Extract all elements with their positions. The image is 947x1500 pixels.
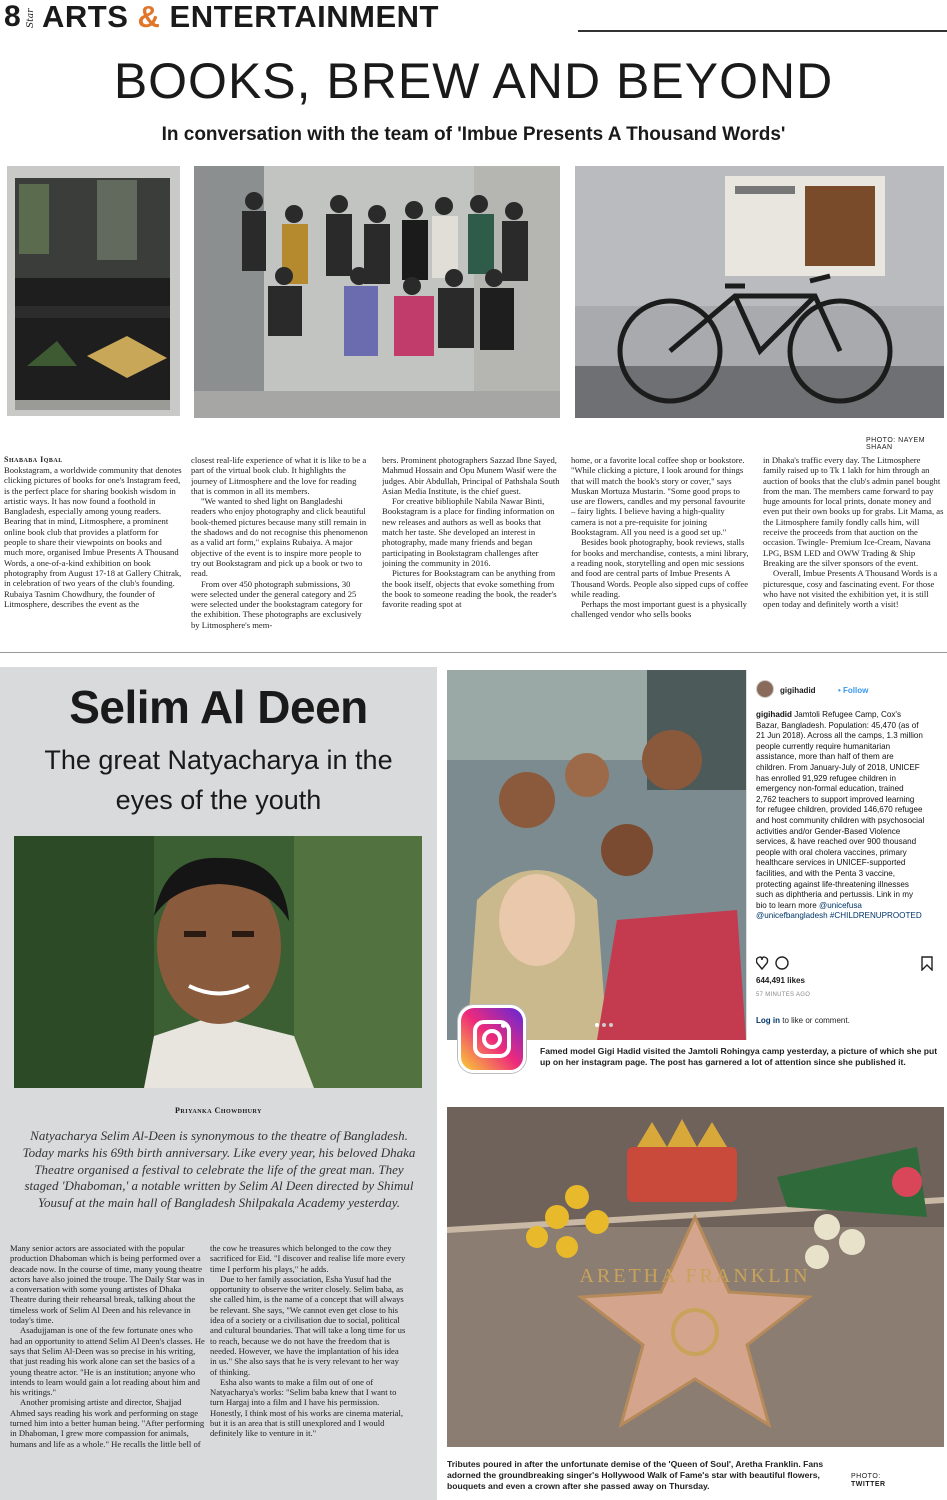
section-divider	[0, 652, 947, 653]
instagram-action-bar	[756, 955, 936, 971]
selim-intro: Natyacharya Selim Al-Deen is synonymous to the theatre of Bangladesh. Today marks his 69th birth anniversary. Like every year, his beloved Dhaka Theatre organised a festival to celebrate the life of the great man. They staged 'Dhaboman,' a notable written by Selim Al Deen directed by Shimul Yousuf at the main hall of Bangladesh Shilpakala Academy yesterday.	[22, 1128, 416, 1211]
selim-byline: Priyanka Chowdhury	[175, 1106, 262, 1115]
paragraph: bers. Prominent photographers Sazzad Ibne Sayed, Mahmud Hossain and Opu Munem Wasif were the judges. Abir Abdullah, Principal of Pathshala South Asian Media Institute, is the chief guest.	[382, 455, 560, 496]
selim-column-2	[210, 1243, 407, 1495]
login-prompt: Log in to like or comment.	[756, 1016, 850, 1025]
paragraph: Another promising artiste and director, Shajjad Ahmed says reading his work and performing on stage turned him into a better human being. "After performing in Dhaboman, I grew more compassion for animals, humans and life as a whole." He recalls the little bell of	[10, 1397, 205, 1449]
feature-column-5	[763, 455, 945, 637]
section-title: ARTS & ENTERTAINMENT	[42, 0, 439, 34]
paragraph: Pictures for Bookstagram can be anything from the book itself, objects that evoke something from the book to someone reading the book, the reader's favorite reading spot at	[382, 568, 557, 610]
caption-tags[interactable]: @unicefusa @unicefbangladesh #CHILDRENUPROOTED	[756, 900, 922, 921]
section-rule	[578, 30, 947, 32]
paragraph: Bookstagram, a worldwide community that denotes clicking pictures of books for one's Instagram feed, is the perfect place for sharing bookish wisdom in artistic ways. It has now found a foothold in Bangladesh, especially among young readers. Bearing that in mind, Litmosphere, a prominent online book club that provides a platform for people to share their viewpoints on books and much more, organised Imbue Presents A Thousand Words, a one-of-a-kind exhibition on book photography from August 17-18 at Gallery Chitrak, in celebration of two years of the club's founding. Rubaiya Tasnim Chowdhury, the founder of Litmosphere, describes the event as the	[4, 465, 182, 609]
feature-column-4	[571, 455, 751, 637]
caption-text: Jamtoli Refugee Camp, Cox's Bazar, Bangladesh. Population: 45,470 (as of 21 Jun 2018). Across all the camps, 1.3 million people currently require humanitarian assistance, more than half of them are children. From January-July of 2018, UNICEF has enrolled 91,929 refugee children in emergency non-formal education, trained 2,762 teachers to support improved learning for refugee children, provided 146,670 refugee and host community children with psychosocial activities and/or Gender-Based Violence services, & have reached over 900 thousand people with oral cholera vaccines, primary healthcare services in UNICEF-supported facilities, and with the Penta 3 vaccine, protecting against life-threatening illnesses such as diphtheria and pertussis. Link in my bio to learn more	[756, 710, 925, 910]
post-timestamp: 57 MINUTES AGO	[756, 992, 811, 998]
feature-headline: BOOKS, BREW AND BEYOND	[113, 53, 834, 109]
bookmark-icon	[922, 957, 932, 970]
section-masthead	[0, 0, 947, 40]
litmosphere-team-photo	[194, 166, 560, 418]
paragraph: For creative bibliophile Nabila Nawar Binti, Bookstagram is a place for finding information on new releases and authors as well as books that match her taste. She developed an interest in photography, made many friends and began participating in Bookstagram challenges after joining the community in 2016.	[382, 496, 555, 568]
bookstagram-display-photo	[7, 166, 180, 416]
instagram-logo-icon	[458, 1005, 526, 1073]
selim-portrait-photo	[14, 836, 422, 1088]
comment-icon	[776, 957, 788, 969]
instagram-photo-caption: Famed model Gigi Hadid visited the Jamtoli Rohingya camp yesterday, a picture of which she put up on her instagram page. The post has garnered a lot of attention since she published it.	[540, 1046, 938, 1068]
paragraph: From over 450 photograph submissions, 30 were selected under the general category and 25 were selected under the bookstagram category for the exhibition. These photographs are exclusively by Litmosphere's mem-	[191, 578, 363, 630]
feature-byline: Shababa Iqbal	[4, 455, 63, 464]
paragraph: Esha also wants to make a film out of one of Natyacharya's works: "Selim baba knew that I want to turn Hargaj into a film and I have his permission. Honestly, I think most of his works are cinema material, but it is an area that is still unexplored and I would definitely like to venture in it."	[210, 1376, 403, 1439]
aretha-photo-credit: PHOTO: TWITTER	[851, 1473, 886, 1488]
caption-username[interactable]: gigihadid	[756, 710, 792, 719]
page-number: 8	[4, 0, 21, 33]
likes-count: 644,491 likes	[756, 976, 805, 985]
paragraph: Overall, Imbue Presents A Thousand Words is a picturesque, cosy and fascinating event. For those who have not visited the exhibition yet, it is still open today and definitely worth a visit!	[763, 568, 938, 610]
feature-column-2	[191, 455, 369, 637]
paragraph: Besides book photography, book reviews, stalls for books and merchandise, contests, a mini library, a reading nook, storytelling and open mic sessions and food are central parts of Imbue Presents A Thousand Words. People also sipped cups of coffee while reading.	[571, 537, 749, 599]
instagram-caption	[756, 710, 926, 948]
selim-subtitle: The great Natyacharya in the eyes of the youth	[44, 745, 393, 815]
feature-column-1	[4, 465, 182, 637]
feature-photo-credit: PHOTO: NAYEM SHAAN	[866, 437, 926, 451]
gigi-hadid-instagram-photo	[447, 670, 746, 1040]
feature-subhead: In conversation with the team of 'Imbue Presents A Thousand Words'	[161, 124, 786, 145]
paragraph: in Dhaka's traffic every day. The Litmosphere family raised up to Tk 1 lakh for him through an auction of books that the club's admin panel bought from the man. The members came forward to pay huge amounts for local prints, donate money and even put their own books up for grabs. Lit Mama, as the Litmosphere family fondly calls him, will receive the proceeds from that auction on the occasion. Twingle- Premium Ice-Cream, Navana LPG, BSM LED and OWW Trading & Ship Breaking are the silver sponsors of the event.	[763, 455, 944, 568]
login-link[interactable]: Log in	[756, 1016, 780, 1025]
heart-icon	[756, 957, 767, 969]
feature-column-3	[382, 455, 560, 637]
paragraph: Many senior actors are associated with the popular production Dhaboman which is being performed over a deacade now. In the course of time, many young theatre actors have also joined the troupe. The Daily Star was in a conversation with some young artistes of Dhaka Theatre during their rehearsal break, talking about the timeless work of Selim Al Deen and his relevance in today's time.	[10, 1243, 205, 1326]
selim-column-1	[10, 1243, 205, 1495]
paragraph: Asadujjaman is one of the few fortunate ones who had an opportunity to attend Selim Al Deen's classes. He says that Selim Al-Deen was so precise in his writing, that just reading his work alone can set the basics of a young theatre actor. "He is an institution; anyone who intends to learn would gain a lot reading about him and his writings."	[10, 1325, 205, 1398]
paragraph: "We wanted to shed light on Bangladeshi readers who enjoy photography and click beautiful book-themed pictures because many still remain in the shadows and do not recognise this phenomenon as a valid art form," explains Rubaiya. A major objective of the event is to inspire more people to try out Bookstagram and pick up a book or two to read.	[191, 496, 368, 579]
paragraph: the cow he treasures which belonged to the cow they sacrificed for Eid. "I discover and realise life more every time I perform his plays," he adds.	[210, 1243, 406, 1274]
paragraph: Perhaps the most important guest is a physically challenged vendor who sells books	[571, 599, 747, 620]
paragraph: home, or a favorite local coffee shop or bookstore. "While clicking a picture, I look around for things that will match the book's story or cover," says Muskan Mortuza Mustarin. "Some good props to use are flowers, candles and my personal favourite – fairy lights. I believe having a high-quality camera is not a pre-requisite for joining Bookstagram. All you need is a good set up."	[571, 455, 746, 538]
follow-button[interactable]: • Follow	[838, 686, 869, 695]
aretha-franklin-star-photo	[447, 1107, 944, 1447]
star-name: ARETHA FRANKLIN	[579, 1265, 811, 1287]
paragraph: Due to her family association, Esha Yusuf had the opportunity to observe the writer closely. Selim baba, as she called him, is the name of a concept that will always be relevant. She says, "We cannot even get close to his idea of a society or a civilisation due to social, political and cultural boundaries. That will take a long time for us to reach, because we do not have the freedom that is needed. However, we have the implantation of his idea in us." She also says that he is very relevant to her way of thinking.	[210, 1273, 406, 1377]
paragraph: closest real-life experience of what it is like to be a part of the virtual book club. It highlights the journey of Litmosphere and the love for reading that is common in all its members.	[191, 455, 367, 496]
avatar[interactable]	[756, 680, 774, 698]
selim-title: Selim Al Deen	[69, 681, 368, 733]
bicycle-exhibit-photo	[575, 166, 944, 418]
aretha-photo-caption: Tributes poured in after the unfortunate demise of the 'Queen of Soul', Aretha Franklin. Fans adorned the groundbreaking singer's Hollywood Walk of Fame's star with beautiful flowers, bouquets and even a crown after she passed away on Thursday.	[447, 1459, 824, 1492]
paper-logo: Star	[26, 8, 36, 28]
instagram-username[interactable]: gigihadid	[780, 686, 816, 695]
